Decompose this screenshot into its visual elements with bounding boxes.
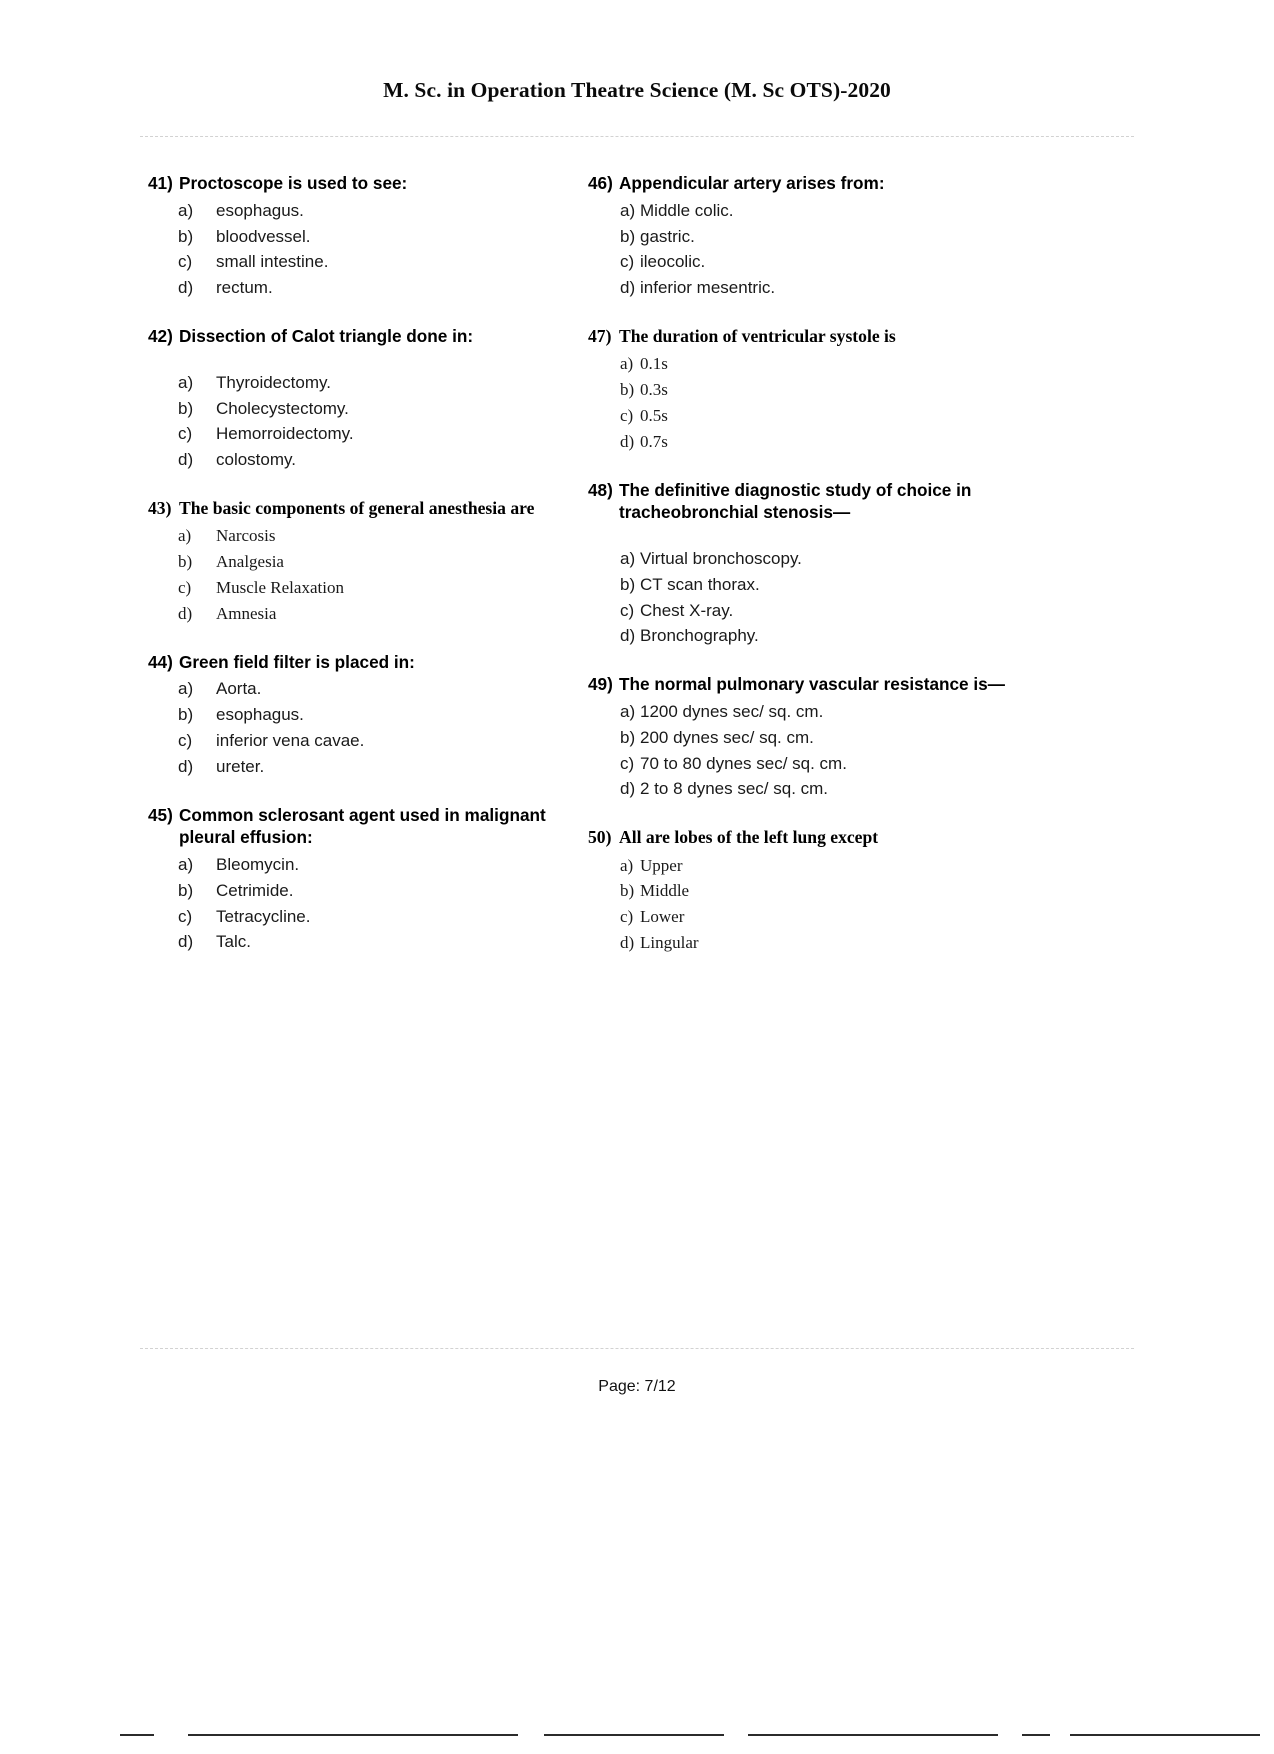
option-text: Bleomycin. bbox=[216, 854, 300, 874]
option-item[interactable] bbox=[178, 676, 588, 702]
option-text: esophagus. bbox=[216, 705, 304, 725]
option-item[interactable] bbox=[620, 878, 1028, 904]
footer-divider bbox=[140, 1348, 1134, 1349]
option-letter: a) bbox=[620, 200, 636, 220]
question-heading bbox=[148, 172, 588, 195]
option-letter: a) bbox=[620, 855, 634, 875]
option-item[interactable] bbox=[178, 275, 588, 301]
question-text: The basic components of general anesthesia are bbox=[179, 498, 535, 519]
option-text: 70 to 80 dynes sec/ sq. cm. bbox=[640, 753, 847, 773]
option-text: colostomy. bbox=[216, 450, 296, 470]
option-list bbox=[588, 198, 1028, 301]
question-number: 42) bbox=[148, 326, 173, 347]
option-text: ureter. bbox=[216, 756, 265, 776]
option-text: Middle bbox=[640, 881, 690, 901]
question-number: 41) bbox=[148, 173, 173, 193]
option-item[interactable] bbox=[178, 198, 588, 224]
question-block bbox=[148, 804, 588, 956]
option-letter: b) bbox=[620, 574, 636, 594]
option-letter: b) bbox=[620, 226, 636, 246]
option-item[interactable] bbox=[620, 598, 1028, 624]
question-number: 47) bbox=[588, 326, 612, 347]
option-letter: a) bbox=[178, 854, 194, 874]
option-letter: d) bbox=[620, 626, 636, 646]
option-text: Lingular bbox=[640, 932, 699, 952]
question-text: The normal pulmonary vascular resistance is— bbox=[619, 674, 1005, 695]
option-text: Amnesia bbox=[216, 603, 277, 623]
option-letter: a) bbox=[620, 701, 636, 721]
question-column-right bbox=[588, 172, 1028, 980]
question-block bbox=[588, 673, 1028, 802]
option-text: Aorta. bbox=[216, 679, 262, 699]
option-letter: b) bbox=[178, 705, 194, 725]
option-letter: c) bbox=[620, 753, 635, 773]
option-text: Hemorroidectomy. bbox=[216, 424, 354, 444]
option-item[interactable] bbox=[620, 224, 1028, 250]
option-text: Lower bbox=[640, 907, 685, 927]
option-letter: a) bbox=[620, 354, 634, 374]
question-block bbox=[588, 172, 1028, 301]
option-text: ileocolic. bbox=[640, 252, 706, 272]
option-text: Talc. bbox=[216, 932, 251, 952]
option-item[interactable] bbox=[178, 370, 588, 396]
option-text: 0.3s bbox=[640, 380, 668, 400]
option-letter: d) bbox=[178, 756, 194, 776]
question-number: 46) bbox=[588, 173, 613, 193]
question-heading bbox=[148, 497, 588, 520]
question-text: The definitive diagnostic study of choice in tracheobronchial stenosis— bbox=[619, 479, 972, 523]
option-letter: b) bbox=[178, 552, 193, 572]
question-text: Common sclerosant agent used in malignant pleural effusion: bbox=[179, 804, 546, 848]
page-number: Page: 7/12 bbox=[598, 1378, 676, 1395]
option-text: esophagus. bbox=[216, 200, 304, 220]
question-heading bbox=[588, 673, 1028, 696]
option-list bbox=[148, 370, 588, 473]
page-title: M. Sc. in Operation Theatre Science (M. Sc OTS)-2020 bbox=[383, 78, 891, 102]
option-item[interactable] bbox=[620, 275, 1028, 301]
option-item[interactable] bbox=[178, 447, 588, 473]
option-text: Cetrimide. bbox=[216, 880, 294, 900]
option-item[interactable] bbox=[620, 198, 1028, 224]
question-number: 49) bbox=[588, 674, 613, 695]
option-letter: b) bbox=[620, 881, 635, 901]
question-number: 45) bbox=[148, 804, 173, 825]
option-letter: a) bbox=[178, 679, 194, 699]
option-letter: a) bbox=[620, 548, 636, 568]
option-letter: d) bbox=[178, 603, 193, 623]
option-text: Thyroidectomy. bbox=[216, 372, 331, 392]
option-item[interactable] bbox=[178, 549, 588, 575]
option-item[interactable] bbox=[178, 224, 588, 250]
option-letter: d) bbox=[620, 779, 636, 799]
header-divider bbox=[140, 136, 1134, 137]
option-list bbox=[588, 699, 1028, 802]
option-item[interactable] bbox=[620, 930, 1028, 956]
option-item[interactable] bbox=[620, 351, 1028, 377]
option-list bbox=[148, 198, 588, 301]
option-item[interactable] bbox=[620, 377, 1028, 403]
question-block bbox=[588, 325, 1028, 455]
option-letter: d) bbox=[620, 278, 636, 298]
question-heading bbox=[148, 325, 588, 348]
option-letter: d) bbox=[178, 932, 194, 952]
question-heading bbox=[148, 804, 588, 849]
option-text: 1200 dynes sec/ sq. cm. bbox=[640, 701, 824, 721]
option-text: Bronchography. bbox=[640, 626, 759, 646]
question-text: Green field filter is placed in: bbox=[179, 651, 415, 672]
option-text: gastric. bbox=[640, 226, 695, 246]
question-block bbox=[588, 826, 1028, 956]
option-text: 0.1s bbox=[640, 354, 668, 374]
option-item[interactable] bbox=[178, 754, 588, 780]
option-letter: c) bbox=[178, 577, 192, 597]
option-item[interactable] bbox=[620, 776, 1028, 802]
option-letter: c) bbox=[620, 600, 635, 620]
question-text: All are lobes of the left lung except bbox=[619, 827, 879, 848]
option-item[interactable] bbox=[178, 702, 588, 728]
option-letter: d) bbox=[178, 278, 194, 298]
scan-edge-marks bbox=[120, 1730, 1214, 1740]
question-block bbox=[148, 172, 588, 301]
option-letter: c) bbox=[620, 907, 634, 927]
option-item[interactable] bbox=[620, 546, 1028, 572]
question-columns bbox=[148, 172, 1128, 980]
option-item[interactable] bbox=[620, 572, 1028, 598]
question-block bbox=[148, 325, 588, 473]
option-letter: a) bbox=[178, 526, 192, 546]
option-letter: b) bbox=[178, 880, 194, 900]
option-letter: c) bbox=[620, 405, 634, 425]
question-block bbox=[588, 479, 1028, 650]
question-text: The duration of ventricular systole is bbox=[619, 326, 896, 347]
option-letter: c) bbox=[178, 252, 193, 272]
question-number: 48) bbox=[588, 479, 613, 500]
question-text: Proctoscope is used to see: bbox=[179, 173, 408, 193]
option-text: 200 dynes sec/ sq. cm. bbox=[640, 727, 814, 747]
option-text: Muscle Relaxation bbox=[216, 577, 344, 597]
option-item[interactable] bbox=[178, 523, 588, 549]
option-letter: c) bbox=[178, 906, 193, 926]
option-letter: d) bbox=[620, 431, 635, 451]
option-item[interactable] bbox=[178, 852, 588, 878]
option-list bbox=[588, 853, 1028, 956]
option-list bbox=[148, 523, 588, 626]
option-text: Upper bbox=[640, 855, 683, 875]
option-text: 2 to 8 dynes sec/ sq. cm. bbox=[640, 779, 829, 799]
option-text: Analgesia bbox=[216, 552, 284, 572]
option-letter: c) bbox=[620, 252, 635, 272]
option-item[interactable] bbox=[620, 725, 1028, 751]
option-item[interactable] bbox=[178, 601, 588, 627]
option-item[interactable] bbox=[620, 751, 1028, 777]
question-text: Appendicular artery arises from: bbox=[619, 173, 885, 193]
option-letter: b) bbox=[620, 727, 636, 747]
option-text: Narcosis bbox=[216, 526, 276, 546]
option-list bbox=[588, 546, 1028, 649]
option-item[interactable] bbox=[178, 878, 588, 904]
question-block bbox=[148, 497, 588, 627]
question-number: 43) bbox=[148, 498, 172, 519]
option-item[interactable] bbox=[178, 396, 588, 422]
question-heading bbox=[588, 826, 1028, 849]
question-block bbox=[148, 651, 588, 780]
option-text: bloodvessel. bbox=[216, 226, 311, 246]
option-item[interactable] bbox=[178, 929, 588, 955]
question-number: 50) bbox=[588, 827, 612, 848]
option-item[interactable] bbox=[620, 853, 1028, 879]
option-letter: b) bbox=[620, 380, 635, 400]
option-text: rectum. bbox=[216, 278, 273, 298]
option-text: inferior vena cavae. bbox=[216, 730, 365, 750]
question-heading bbox=[588, 325, 1028, 348]
option-text: Virtual bronchoscopy. bbox=[640, 548, 802, 568]
option-letter: b) bbox=[178, 226, 194, 246]
option-item[interactable] bbox=[620, 403, 1028, 429]
option-text: inferior mesentric. bbox=[640, 278, 776, 298]
question-number: 44) bbox=[148, 651, 173, 672]
option-item[interactable] bbox=[178, 249, 588, 275]
option-text: small intestine. bbox=[216, 252, 329, 272]
option-text: Cholecystectomy. bbox=[216, 398, 349, 418]
option-item[interactable] bbox=[620, 623, 1028, 649]
option-item[interactable] bbox=[620, 429, 1028, 455]
question-text: Dissection of Calot triangle done in: bbox=[179, 326, 474, 347]
option-letter: b) bbox=[178, 398, 194, 418]
option-letter: a) bbox=[178, 372, 194, 392]
option-letter: c) bbox=[178, 730, 193, 750]
option-list bbox=[588, 351, 1028, 454]
question-heading bbox=[588, 172, 1028, 195]
option-list bbox=[148, 852, 588, 955]
option-letter: a) bbox=[178, 200, 194, 220]
option-item[interactable] bbox=[178, 421, 588, 447]
option-text: 0.7s bbox=[640, 431, 668, 451]
option-item[interactable] bbox=[178, 904, 588, 930]
option-text: Middle colic. bbox=[640, 200, 734, 220]
question-heading bbox=[588, 479, 1028, 524]
option-text: 0.5s bbox=[640, 405, 668, 425]
option-item[interactable] bbox=[620, 904, 1028, 930]
option-item[interactable] bbox=[620, 249, 1028, 275]
option-letter: d) bbox=[620, 932, 635, 952]
option-letter: c) bbox=[178, 424, 193, 444]
option-text: CT scan thorax. bbox=[640, 574, 760, 594]
option-text: Chest X-ray. bbox=[640, 600, 734, 620]
option-item[interactable] bbox=[178, 575, 588, 601]
question-column-left bbox=[148, 172, 588, 980]
question-heading bbox=[148, 651, 588, 674]
option-item[interactable] bbox=[620, 699, 1028, 725]
option-list bbox=[148, 676, 588, 779]
option-text: Tetracycline. bbox=[216, 906, 311, 926]
option-item[interactable] bbox=[178, 728, 588, 754]
option-letter: d) bbox=[178, 450, 194, 470]
